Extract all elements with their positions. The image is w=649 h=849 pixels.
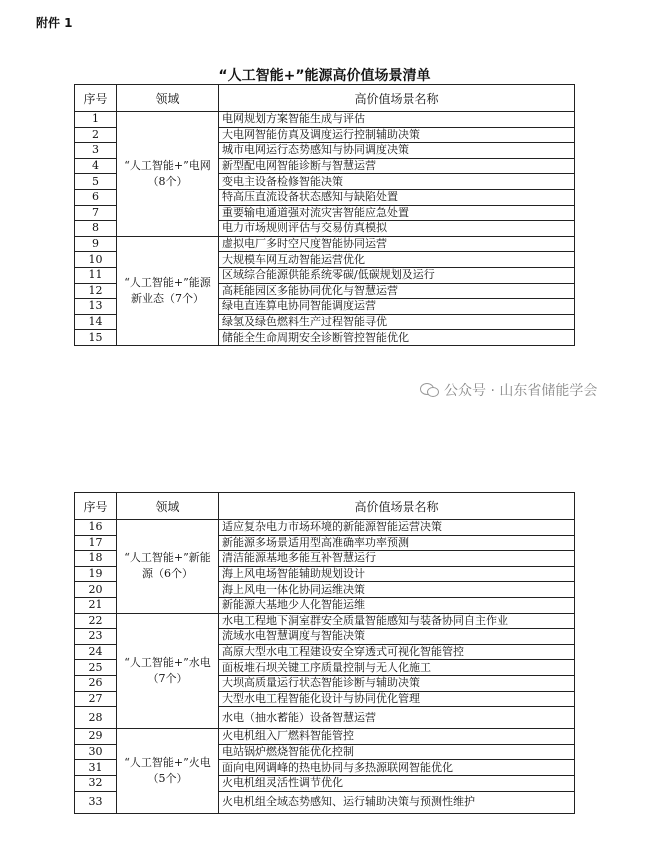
header-name: 高价值场景名称 (219, 85, 575, 112)
table-row (75, 729, 575, 745)
row-number: 28 (75, 707, 117, 729)
scenario-name: 海上风电场智能辅助规划设计 (219, 566, 575, 582)
row-number: 27 (75, 691, 117, 707)
row-number: 18 (75, 551, 117, 567)
scenario-name: 适应复杂电力市场环境的新能源智能运营决策 (219, 520, 575, 536)
scenario-name: 海上风电一体化协同运维决策 (219, 582, 575, 598)
scenario-name: 大电网智能仿真及调度运行控制辅助决策 (219, 127, 575, 143)
scenario-name: 火电机组灵活性调节优化 (219, 775, 575, 791)
scenario-name: 面板堆石坝关键工序质量控制与无人化施工 (219, 660, 575, 676)
scenario-name: 流域水电智慧调度与智能决策 (219, 629, 575, 645)
scenario-name: 大坝高质量运行状态智能诊断与辅助决策 (219, 675, 575, 691)
scenario-name: 大规模车网互动智能运营优化 (219, 252, 575, 268)
row-number: 15 (75, 330, 117, 346)
row-number: 13 (75, 299, 117, 315)
scenario-name: 新能源大基地少人化智能运维 (219, 597, 575, 613)
scenario-name: 绿电直连算电协同智能调度运营 (219, 299, 575, 315)
scenario-name: 面向电网调峰的热电协同与多热源联网智能优化 (219, 760, 575, 776)
row-number: 25 (75, 660, 117, 676)
scenario-name: 虚拟电厂多时空尺度智能协同运营 (219, 236, 575, 252)
row-number: 17 (75, 535, 117, 551)
row-number: 31 (75, 760, 117, 776)
row-number: 11 (75, 267, 117, 283)
scenario-name: 储能全生命周期安全诊断管控智能优化 (219, 330, 575, 346)
domain-cell: “人工智能+”新能源（6个） (117, 520, 219, 614)
row-number: 33 (75, 791, 117, 813)
table-row (75, 613, 575, 629)
scenario-name: 水电（抽水蓄能）设备智慧运营 (219, 707, 575, 729)
scenario-name: 水电工程地下洞室群安全质量智能感知与装备协同自主作业 (219, 613, 575, 629)
row-number: 8 (75, 221, 117, 237)
row-number: 32 (75, 775, 117, 791)
scenario-table-2 (74, 492, 575, 814)
scenario-name: 区域综合能源供能系统零碳/低碳规划及运行 (219, 267, 575, 283)
header-field: 领域 (117, 85, 219, 112)
domain-cell: “人工智能+”水电（7个） (117, 613, 219, 729)
attachment-label: 附件 1 (36, 16, 73, 30)
watermark-text: 公众号 · 山东省储能学会 (444, 383, 598, 399)
domain-cell: “人工智能+”能源新业态（7个） (117, 236, 219, 345)
row-number: 19 (75, 566, 117, 582)
header-name: 高价值场景名称 (219, 493, 575, 520)
row-number: 12 (75, 283, 117, 299)
domain-cell: “人工智能+”火电（5个） (117, 729, 219, 813)
row-number: 29 (75, 729, 117, 745)
domain-cell: “人工智能+”电网（8个） (117, 112, 219, 237)
scenario-name: 城市电网运行态势感知与协同调度决策 (219, 143, 575, 159)
scenario-table-1 (74, 84, 575, 346)
table-row (75, 520, 575, 536)
row-number: 2 (75, 127, 117, 143)
row-number: 21 (75, 597, 117, 613)
row-number: 16 (75, 520, 117, 536)
scenario-name: 电网规划方案智能生成与评估 (219, 112, 575, 128)
row-number: 22 (75, 613, 117, 629)
watermark (420, 380, 597, 400)
scenario-name: 电力市场规则评估与交易仿真模拟 (219, 221, 575, 237)
scenario-name: 火电机组入厂燃料智能管控 (219, 729, 575, 745)
row-number: 7 (75, 205, 117, 221)
row-number: 4 (75, 158, 117, 174)
scenario-name: 清洁能源基地多能互补智慧运行 (219, 551, 575, 567)
row-number: 14 (75, 314, 117, 330)
row-number: 9 (75, 236, 117, 252)
document-title: “人工智能+”能源高价值场景清单 (218, 68, 431, 84)
row-number: 1 (75, 112, 117, 128)
table-row (75, 112, 575, 128)
row-number: 10 (75, 252, 117, 268)
table-row (75, 236, 575, 252)
row-number: 3 (75, 143, 117, 159)
table-header-row (75, 493, 575, 520)
scenario-name: 新型配电网智能诊断与智慧运营 (219, 158, 575, 174)
scenario-name: 高耗能园区多能协同优化与智慧运营 (219, 283, 575, 299)
scenario-name: 绿氢及绿色燃料生产过程智能寻优 (219, 314, 575, 330)
header-field: 领域 (117, 493, 219, 520)
scenario-name: 电站锅炉燃烧智能优化控制 (219, 744, 575, 760)
scenario-name: 大型水电工程智能化设计与协同优化管理 (219, 691, 575, 707)
scenario-name: 火电机组全域态势感知、运行辅助决策与预测性维护 (219, 791, 575, 813)
row-number: 5 (75, 174, 117, 190)
row-number: 30 (75, 744, 117, 760)
row-number: 26 (75, 675, 117, 691)
row-number: 23 (75, 629, 117, 645)
row-number: 6 (75, 189, 117, 205)
scenario-name: 新能源多场景适用型高准确率功率预测 (219, 535, 575, 551)
table-header-row (75, 85, 575, 112)
scenario-name: 重要输电通道强对流灾害智能应急处置 (219, 205, 575, 221)
scenario-name: 特高压直流设备状态感知与缺陷处置 (219, 189, 575, 205)
header-num: 序号 (75, 493, 117, 520)
row-number: 20 (75, 582, 117, 598)
wechat-icon (420, 383, 438, 397)
row-number: 24 (75, 644, 117, 660)
scenario-name: 高原大型水电工程建设安全穿透式可视化智能管控 (219, 644, 575, 660)
scenario-name: 变电主设备检修智能决策 (219, 174, 575, 190)
header-num: 序号 (75, 85, 117, 112)
